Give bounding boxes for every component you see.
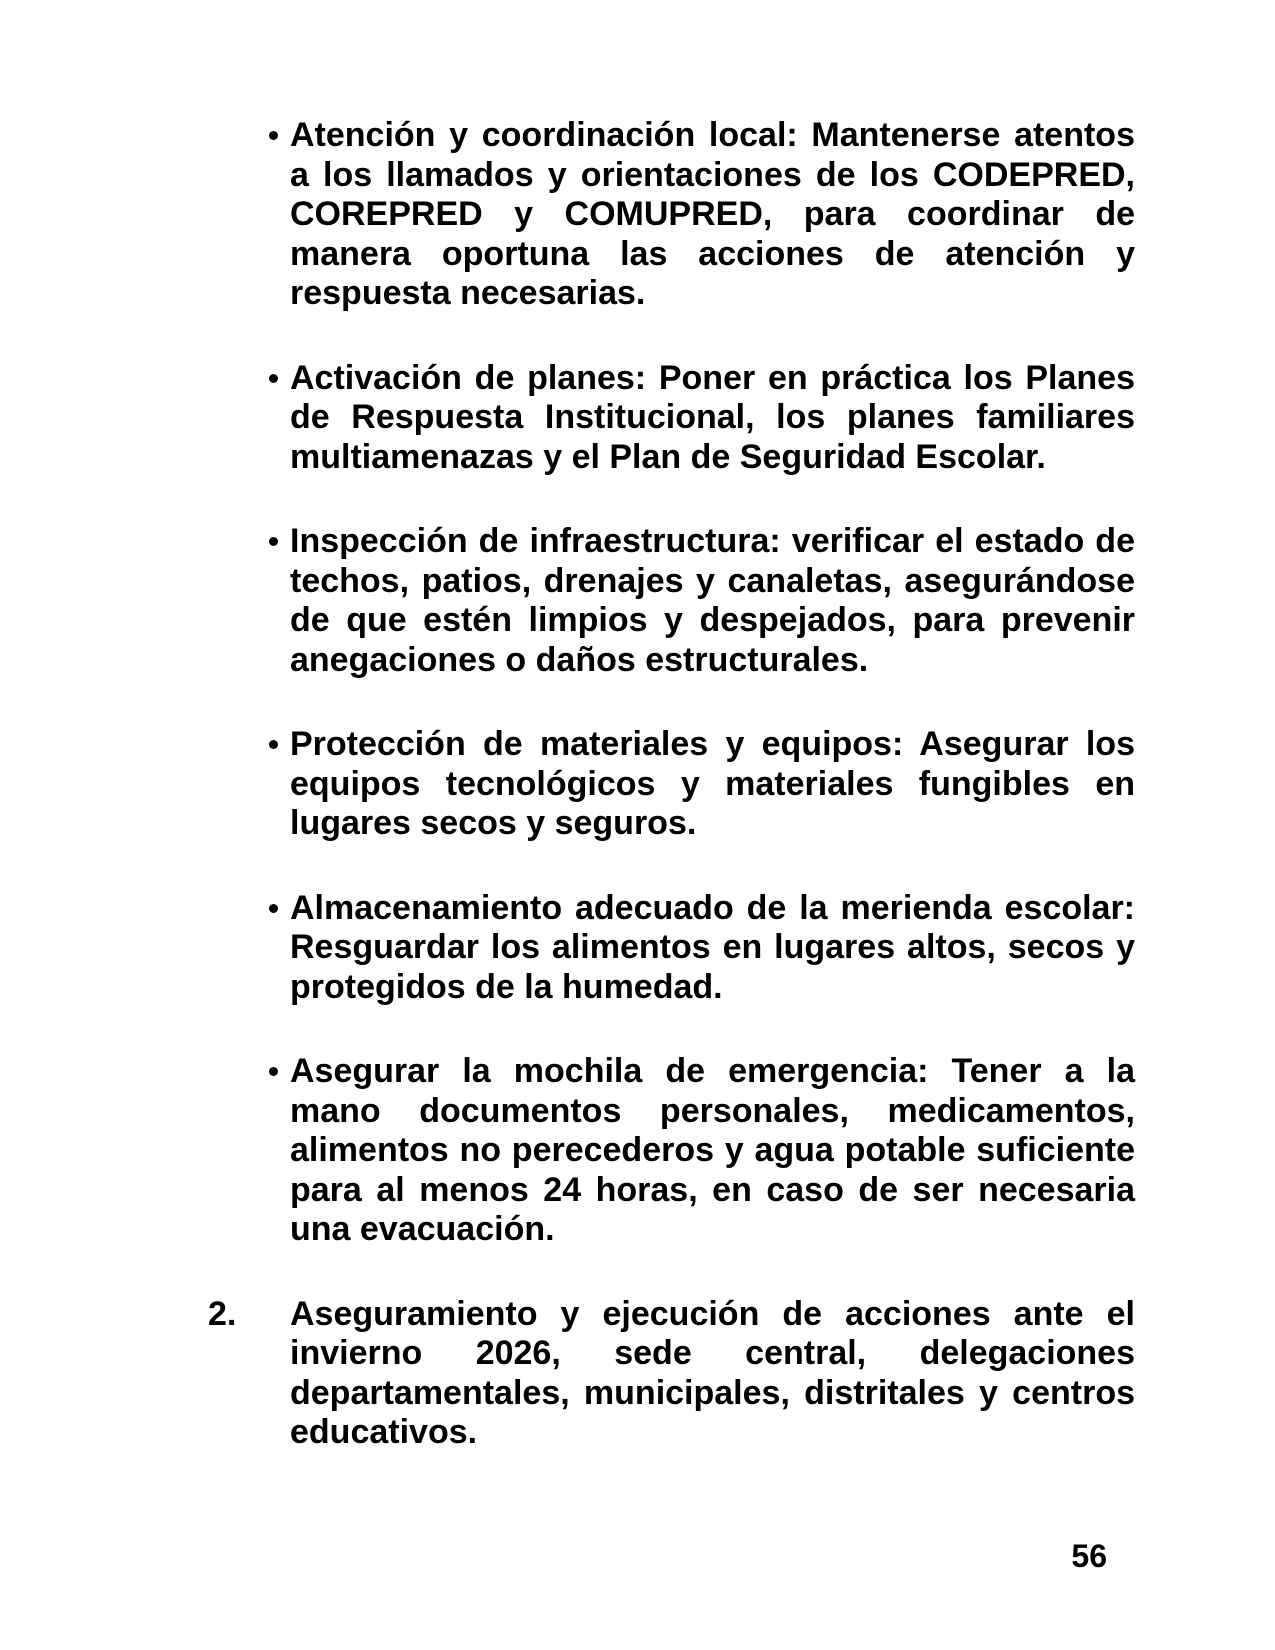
bullet-item [290, 1052, 1135, 1250]
bullet-item [290, 522, 1135, 680]
bullet-item [290, 725, 1135, 844]
bullet-item [290, 889, 1135, 1008]
bullet-list [0, 116, 1275, 1250]
bullet-text: Asegurar la mochila de emergencia: Tener a la mano documentos personales, medicamentos, alimentos no perecederos y agua potable suficiente para al menos 24 horas, en caso de ser necesaria una evacuación. [290, 1052, 1135, 1248]
bullet-text: Activación de planes: Poner en práctica los Planes de Respuesta Institucional, los planes familiares multiamenazas y el Plan de Seguridad Escolar. [290, 358, 1135, 476]
bullet-icon [269, 740, 278, 749]
bullet-icon [269, 904, 278, 913]
bullet-icon [269, 1067, 278, 1076]
bullet-text: Inspección de infraestructura: verificar el estado de techos, patios, drenajes y canaletas, asegurándose de que estén limpios y despejados, para prevenir anegaciones o daños estructurales. [290, 522, 1135, 679]
bullet-icon [269, 374, 278, 383]
numbered-item-2 [208, 1294, 1135, 1453]
page-content [0, 116, 1275, 1498]
numbered-item-marker: 2. [208, 1294, 237, 1333]
bullet-text: Protección de materiales y equipos: Asegurar los equipos tecnológicos y materiales fungibles en lugares secos y seguros. [290, 725, 1135, 842]
bullet-icon [269, 537, 278, 546]
numbered-item-text: Aseguramiento y ejecución de acciones ante el invierno 2026, sede central, delegaciones departamentales, municipales, distritales y centros educativos. [290, 1294, 1135, 1451]
page-number: 56 [1071, 1538, 1107, 1574]
bullet-icon [269, 131, 278, 140]
bullet-item [290, 359, 1135, 478]
bullet-text: Almacenamiento adecuado de la merienda escolar: Resguardar los alimentos en lugares altos, secos y protegidos de la humedad. [290, 888, 1135, 1006]
bullet-text: Atención y coordinación local: Mantenerse atentos a los llamados y orientaciones de los CODEPRED, COREPRED y COMUPRED, para coordinar de manera oportuna las acciones de atención y respuesta necesarias. [290, 116, 1135, 312]
bullet-item [290, 116, 1135, 314]
